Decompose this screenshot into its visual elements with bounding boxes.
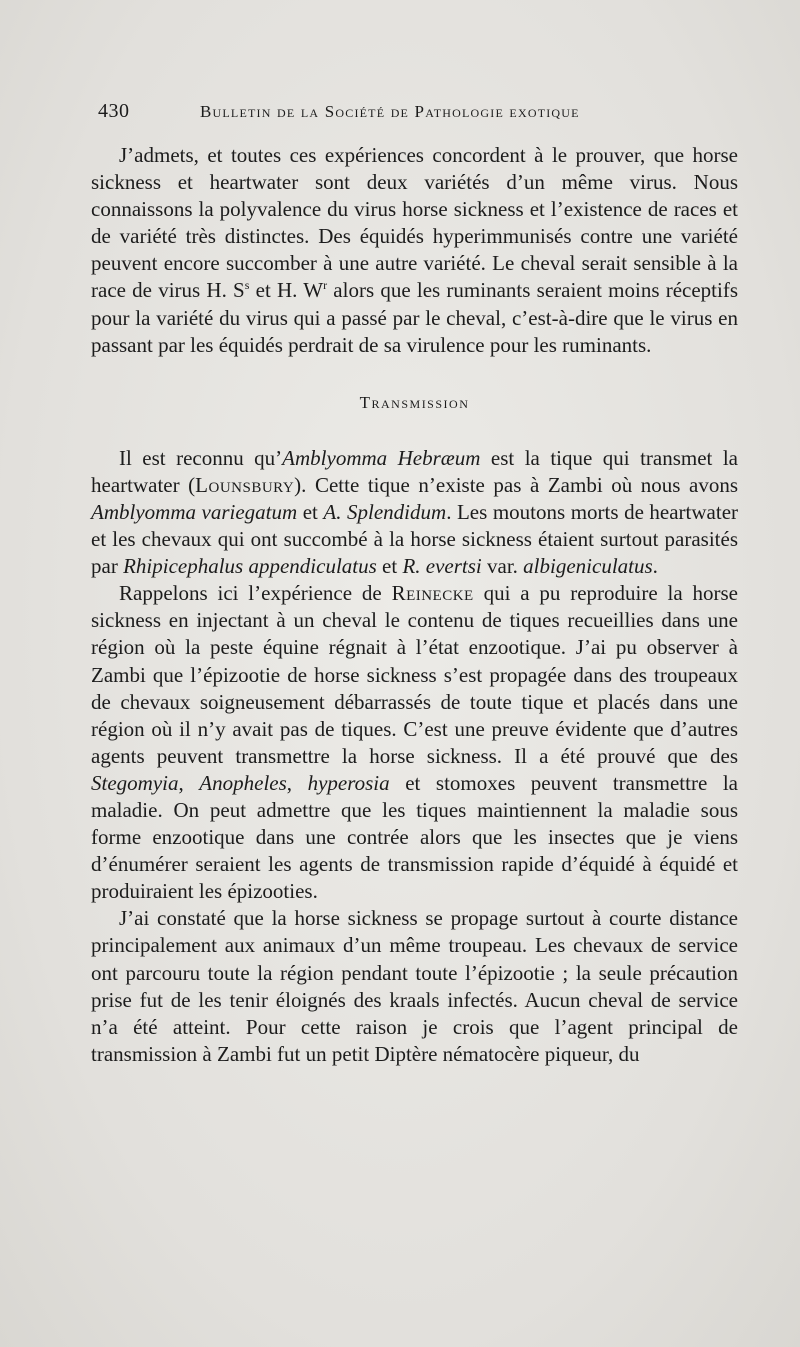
p4-text: J’ai constaté que la horse sickness se propage surtout à courte distance principalement aux animaux d’un même troupeau. Les chevaux de service ont parcouru toute la région pendant toute l’épizootie ; la seule précaution prise fut de les tenir éloignés des kraals infectés. Aucun cheval de service n’a été atteint. Pour cette raison je crois que l’agent principal de transmission à Zambi fut un petit Diptère nématocère piqueur, du bbox=[91, 906, 738, 1066]
p2-italic-species: albigeniculatus bbox=[523, 554, 653, 579]
body-text bbox=[91, 142, 738, 1068]
p2-text: Il est reconnu qu’ bbox=[119, 445, 283, 470]
p2-italic-species: R. evertsi bbox=[402, 554, 482, 579]
paragraph-1-text-2: et H. W bbox=[249, 278, 324, 303]
p3-text: Rappelons ici l’expérience de bbox=[119, 581, 392, 606]
p2-text: . Les moutons morts de heartwater et les chevaux qui ont succombé à la horse sickness étaient surtout parasités par bbox=[91, 499, 739, 579]
author-name: Reinecke bbox=[391, 581, 474, 606]
paragraph-1-text-1: J’admets, et toutes ces expériences concordent à le prouver, que horse sickness et heartwater sont deux variétés d’un même virus. Nous connaissons la polyvalence du virus horse sickness et l’existence de races et de variété très distinctes. Des équidés hyperimmunisés contre une variété peuvent encore succomber à une autre variété. Le cheval serait sensible à la race de virus H. S bbox=[91, 143, 738, 303]
page-number: 430 bbox=[98, 100, 130, 122]
page-header bbox=[98, 100, 738, 124]
p3-italic-genus: Anopheles bbox=[199, 770, 287, 795]
running-title: Bulletin de la Société de Pathologie exotique bbox=[200, 102, 580, 121]
p2-text: ). Cette tique n’existe pas à Zambi où nous avons bbox=[294, 472, 738, 497]
p2-italic-species: Amblyomma Hebræum bbox=[282, 445, 481, 470]
p3-italic-genus: Stegomyia bbox=[91, 770, 179, 795]
p2-italic-species: Rhipicephalus appendiculatus bbox=[123, 554, 377, 579]
paragraph-4 bbox=[91, 905, 738, 1068]
p3-text: , bbox=[178, 770, 200, 795]
p2-text: et bbox=[297, 499, 324, 524]
paragraph-1 bbox=[91, 142, 738, 359]
p2-text: et bbox=[376, 554, 403, 579]
paragraph-2 bbox=[91, 445, 738, 580]
p3-text: , bbox=[286, 770, 308, 795]
paragraph-3 bbox=[91, 580, 738, 905]
p3-italic-genus: hyperosia bbox=[307, 770, 390, 795]
section-heading: Transmission bbox=[359, 392, 470, 412]
p2-text: var. bbox=[481, 554, 524, 579]
p2-italic-species: Amblyomma variegatum bbox=[91, 499, 298, 524]
superscript-r: r bbox=[323, 278, 328, 293]
superscript-s: s bbox=[244, 278, 250, 293]
p2-italic-species: A. Splendidum bbox=[323, 499, 447, 524]
p3-text: et stomoxes peuvent transmettre la maladie. On peut admettre que les tiques maintiennent la maladie sous forme enzootique dans une contrée alors que les insectes que je viens d’énumérer seraient les agents de transmission rapide d’équidé à équidé et produiraient les épizooties. bbox=[91, 770, 738, 904]
paragraph-1-text-3: alors que les ruminants seraient moins réceptifs pour la variété du virus qui a passé par le cheval, c’est-à-dire que le virus en passant par les équidés perdrait de sa virulence pour les ruminants. bbox=[91, 278, 739, 357]
p2-text: . bbox=[652, 554, 658, 579]
p2-text: est la tique qui transmet la heartwater ( bbox=[91, 445, 738, 497]
author-name: Lounsbury bbox=[195, 472, 295, 497]
p3-text: qui a pu reproduire la horse sickness en injectant à un cheval le contenu de tiques recueillies dans une région où la peste équine régnait à l’état enzootique. J’ai pu observer à Zambi que l’épizootie de horse sickness s’est propagée dans des troupeaux de chevaux soigneusement débarrassés de toute tique et placés dans une région où il n’y avait pas de tiques. C’est une preuve évidente que d’autres agents peuvent transmettre la horse sickness. Il a été prouvé que des bbox=[91, 581, 738, 768]
